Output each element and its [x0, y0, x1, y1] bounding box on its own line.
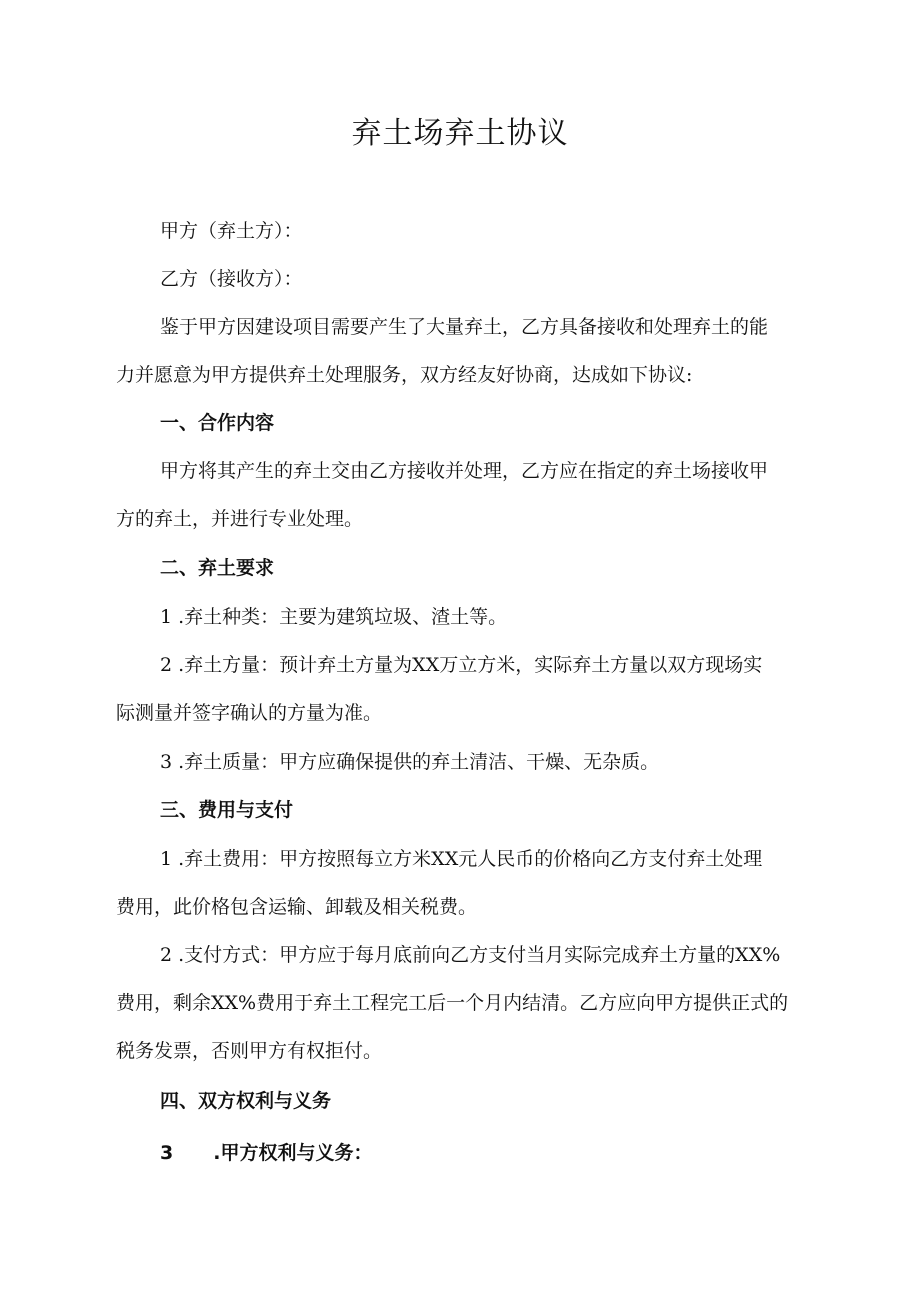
- party-a-line: 甲方（弃土方）：: [160, 220, 303, 242]
- section-3-heading: 三、费用与支付: [160, 799, 294, 821]
- section-1-body-2: 方的弃土，并进行专业处理。: [116, 508, 364, 530]
- intro-line-1: 鉴于甲方因建设项目需要产生了大量弃土，乙方具备接收和处理弃土的能: [160, 316, 769, 338]
- section-2-item-2-line-2: 际测量并签字确认的方量为准。: [116, 702, 383, 724]
- section-1-heading: 一、合作内容: [160, 412, 275, 434]
- section-2-item-3: 3 .弃土质量：甲方应确保提供的弃土清洁、干燥、无杂质。: [160, 751, 660, 773]
- section-4-heading: 四、双方权利与义务: [160, 1090, 332, 1112]
- section-3-item-2-line-1: 2 .支付方式：甲方应于每月底前向乙方支付当月实际完成弃土方量的XX%: [160, 944, 781, 966]
- section-2-item-2-line-1: 2 .弃土方量：预计弃土方量为XX万立方米，实际弃土方量以双方现场实: [160, 654, 763, 676]
- party-b-line: 乙方（接收方）：: [160, 268, 303, 290]
- subheading-number: 3: [160, 1142, 174, 1164]
- document-title: 弃土场弃土协议: [351, 116, 569, 151]
- section-2-heading: 二、弃土要求: [160, 557, 275, 579]
- section-3-item-1-line-2: 费用，此价格包含运输、卸载及相关税费。: [116, 896, 478, 918]
- section-3-item-2-line-3: 税务发票，否则甲方有权拒付。: [116, 1040, 383, 1062]
- section-3-item-1-line-1: 1 .弃土费用：甲方按照每立方米XX元人民币的价格向乙方支付弃土处理: [160, 848, 763, 870]
- subheading-label: .甲方权利与义务：: [213, 1142, 373, 1164]
- intro-line-2: 力并愿意为甲方提供弃土处理服务，双方经友好协商，达成如下协议:: [116, 364, 693, 386]
- section-1-body-1: 甲方将其产生的弃土交由乙方接收并处理，乙方应在指定的弃土场接收甲: [160, 460, 769, 482]
- section-3-item-2-line-2: 费用，剩余XX%费用于弃土工程完工后一个月内结清。乙方应向甲方提供正式的: [116, 992, 789, 1014]
- section-2-item-1: 1 .弃土种类：主要为建筑垃圾、渣土等。: [160, 606, 508, 628]
- section-4-subheading: [160, 1139, 372, 1167]
